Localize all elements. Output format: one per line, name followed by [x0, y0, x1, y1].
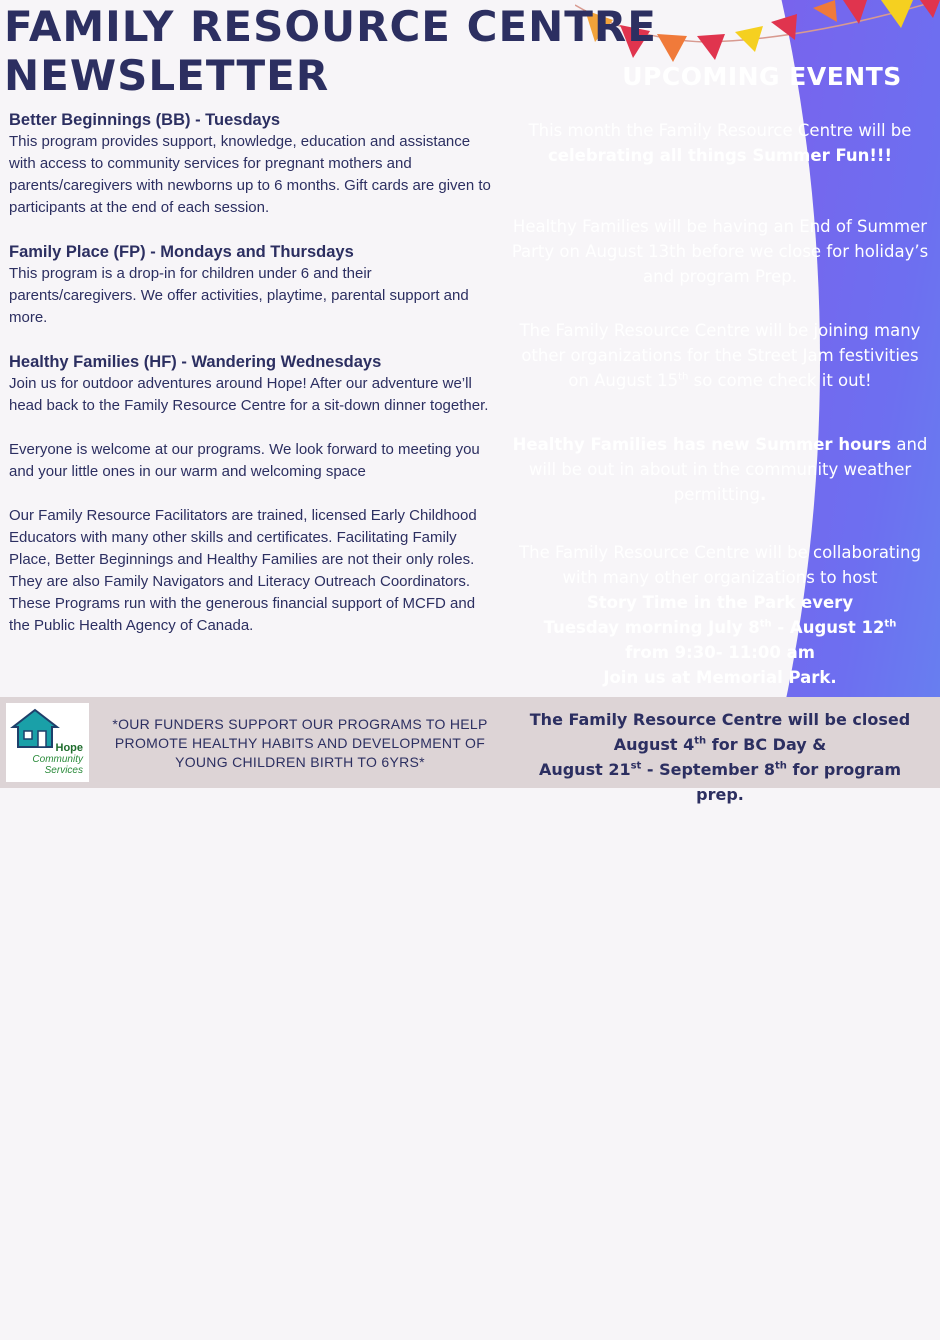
title-line-2: NEWSLETTER: [4, 51, 330, 100]
footer-bar: [0, 697, 940, 804]
programs-column: [9, 109, 499, 637]
event-street-jam: The Family Resource Centre will be joining many other organizations for the Street Jam festivities on August 15th so come check it out!: [519, 321, 921, 390]
program-healthy-families: [9, 351, 499, 417]
funders-note: *OUR FUNDERS SUPPORT OUR PROGRAMS TO HELP PROMOTE HEALTHY HABITS AND DEVELOPMENT OF YOUNG CHILDREN BIRTH TO 6YRS*: [112, 716, 488, 770]
upcoming-events-heading: UPCOMING EVENTS: [622, 62, 902, 91]
program-description: This program is a drop-in for children under 6 and their parents/caregivers. We offer activities, playtime, parental support and more.: [9, 265, 469, 326]
program-family-place: [9, 241, 499, 329]
support-paragraph: These Programs run with the generous financial support of MCFD and the Public Health Agency of Canada.: [9, 595, 476, 634]
event-story-time: The Family Resource Centre will be collaborating with many other organizations to host Story Time in the Park every Tuesday morning July 8th - August 12th from 9:30- 11:00 am Join us at Memorial Park.: [519, 543, 921, 687]
welcome-paragraph: Everyone is welcome at our programs. We look forward to meeting you and your little ones in our warm and welcoming space: [9, 441, 480, 480]
facilitators-paragraph: Our Family Resource Facilitators are trained, licensed Early Childhood Educators with many other skills and certificates. Facilitating Family Place, Better Beginnings and Healthy Families are not their only roles. They are also Family Navigators and Literacy Outreach Coordinators.: [9, 507, 477, 590]
program-heading: Healthy Families (HF) - Wandering Wednesdays: [9, 353, 382, 371]
title-line-1: FAMILY RESOURCE CENTRE: [4, 2, 657, 51]
program-description: Join us for outdoor adventures around Hope! After our adventure we’ll head back to the Family Resource Centre for a sit-down dinner together.: [9, 375, 489, 414]
closure-notice: The Family Resource Centre will be closed August 4th for BC Day & August 21st - September 8th for program prep.: [529, 710, 911, 804]
event-summer-fun: This month the Family Resource Centre will be celebrating all things Summer Fun!!!: [528, 121, 912, 165]
event-end-of-summer-party: Healthy Families will be having an End of Summer Party on August 13th before we close for holiday’s and program Prep.: [511, 217, 929, 286]
program-description: This program provides support, knowledge, education and assistance with access to community services for pregnant mothers and parents/caregivers with newborns up to 6 months. Gift cards are given to participants at the end of each session.: [9, 133, 491, 216]
program-heading: Family Place (FP) - Mondays and Thursdays: [9, 243, 354, 261]
logo-text: Hope Community Services: [32, 742, 83, 776]
event-summer-hours: Healthy Families has new Summer hours and will be out in about in the community weather permitting.: [512, 435, 928, 504]
program-heading: Better Beginnings (BB) - Tuesdays: [9, 111, 281, 129]
hope-community-services-logo: [6, 703, 89, 782]
newsletter-title: [4, 2, 657, 100]
program-better-beginnings: [9, 109, 499, 219]
